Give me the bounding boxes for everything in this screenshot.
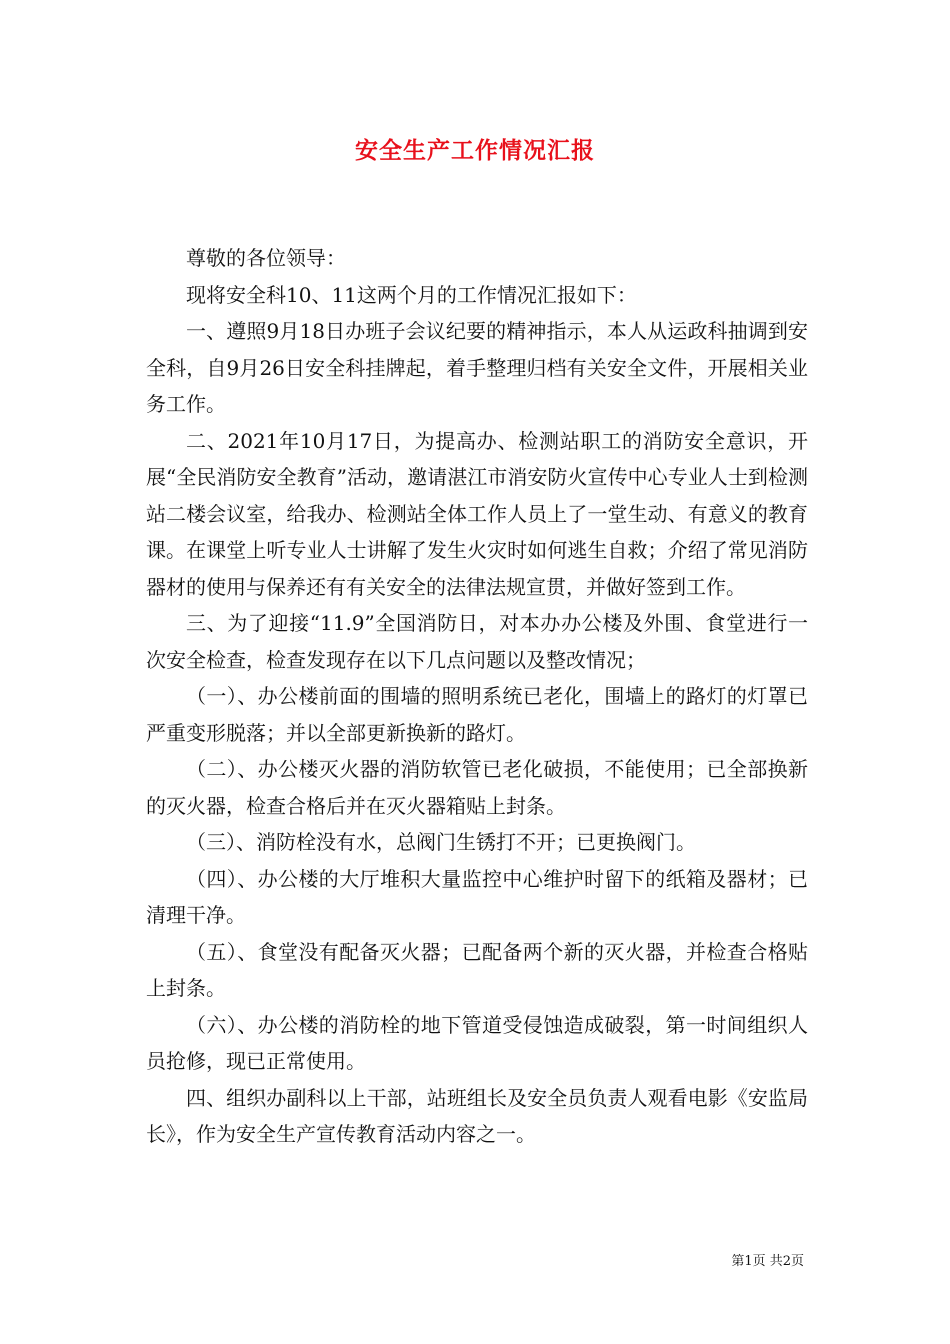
paragraph-item-2: （二）、办公楼灭火器的消防软管已老化破损，不能使用；已全部换新的灭火器，检查合格后并在灭火器箱贴上封条。 xyxy=(146,757,808,818)
paragraph-section-1: 一、遵照9月18日办班子会议纪要的精神指示，本人从运政科抽调到安全科，自9月26日安全科挂牌起，着手整理归档有关安全文件，开展相关业务工作。 xyxy=(146,319,808,416)
greeting: 尊敬的各位领导： xyxy=(186,246,346,270)
paragraph-item-3: （三）、消防栓没有水，总阀门生锈打不开；已更换阀门。 xyxy=(186,830,696,854)
paragraph-intro: 现将安全科10、11这两个月的工作情况汇报如下： xyxy=(186,282,637,307)
paragraph-item-5: （五）、食堂没有配备灭火器；已配备两个新的灭火器，并检查合格贴上封条。 xyxy=(146,939,808,1000)
paragraph-item-1: （一）、办公楼前面的围墙的照明系统已老化，围墙上的路灯的灯罩已严重变形脱落；并以全部更新换新的路灯。 xyxy=(146,684,808,745)
paragraph-section-4: 四、组织办副科以上干部，站班组长及安全员负责人观看电影《安监局长》，作为安全生产宣传教育活动内容之一。 xyxy=(146,1085,808,1146)
document-title: 安全生产工作情况汇报 xyxy=(355,138,595,164)
paragraph-item-6: （六）、办公楼的消防栓的地下管道受侵蚀造成破裂，第一时间组织人员抢修，现已正常使用。 xyxy=(146,1012,808,1073)
paragraph-item-4: （四）、办公楼的大厅堆积大量监控中心维护时留下的纸箱及器材；已清理干净。 xyxy=(146,866,808,927)
paragraph-section-2: 二、2021年10月17日，为提高办、检测站职工的消防安全意识，开展“全民消防安全教育”活动，邀请湛江市消安防火宣传中心专业人士到检测站二楼会议室，给我办、检测站全体工作人员上了一堂生动、有意义的教育课。在课堂上听专业人士讲解了发生火灾时如何逃生自救；介绍了常见消防器材的使用与保养还有有关安全的法律法规宣贯，并做好签到工作。 xyxy=(146,428,808,599)
document-body xyxy=(146,240,808,1153)
paragraph-section-3: 三、为了迎接“11.9”全国消防日，对本办办公楼及外围、食堂进行一次安全检查，检查发现存在以下几点问题以及整改情况； xyxy=(146,611,808,672)
page-number: 第1页 共2页 xyxy=(731,1254,804,1269)
